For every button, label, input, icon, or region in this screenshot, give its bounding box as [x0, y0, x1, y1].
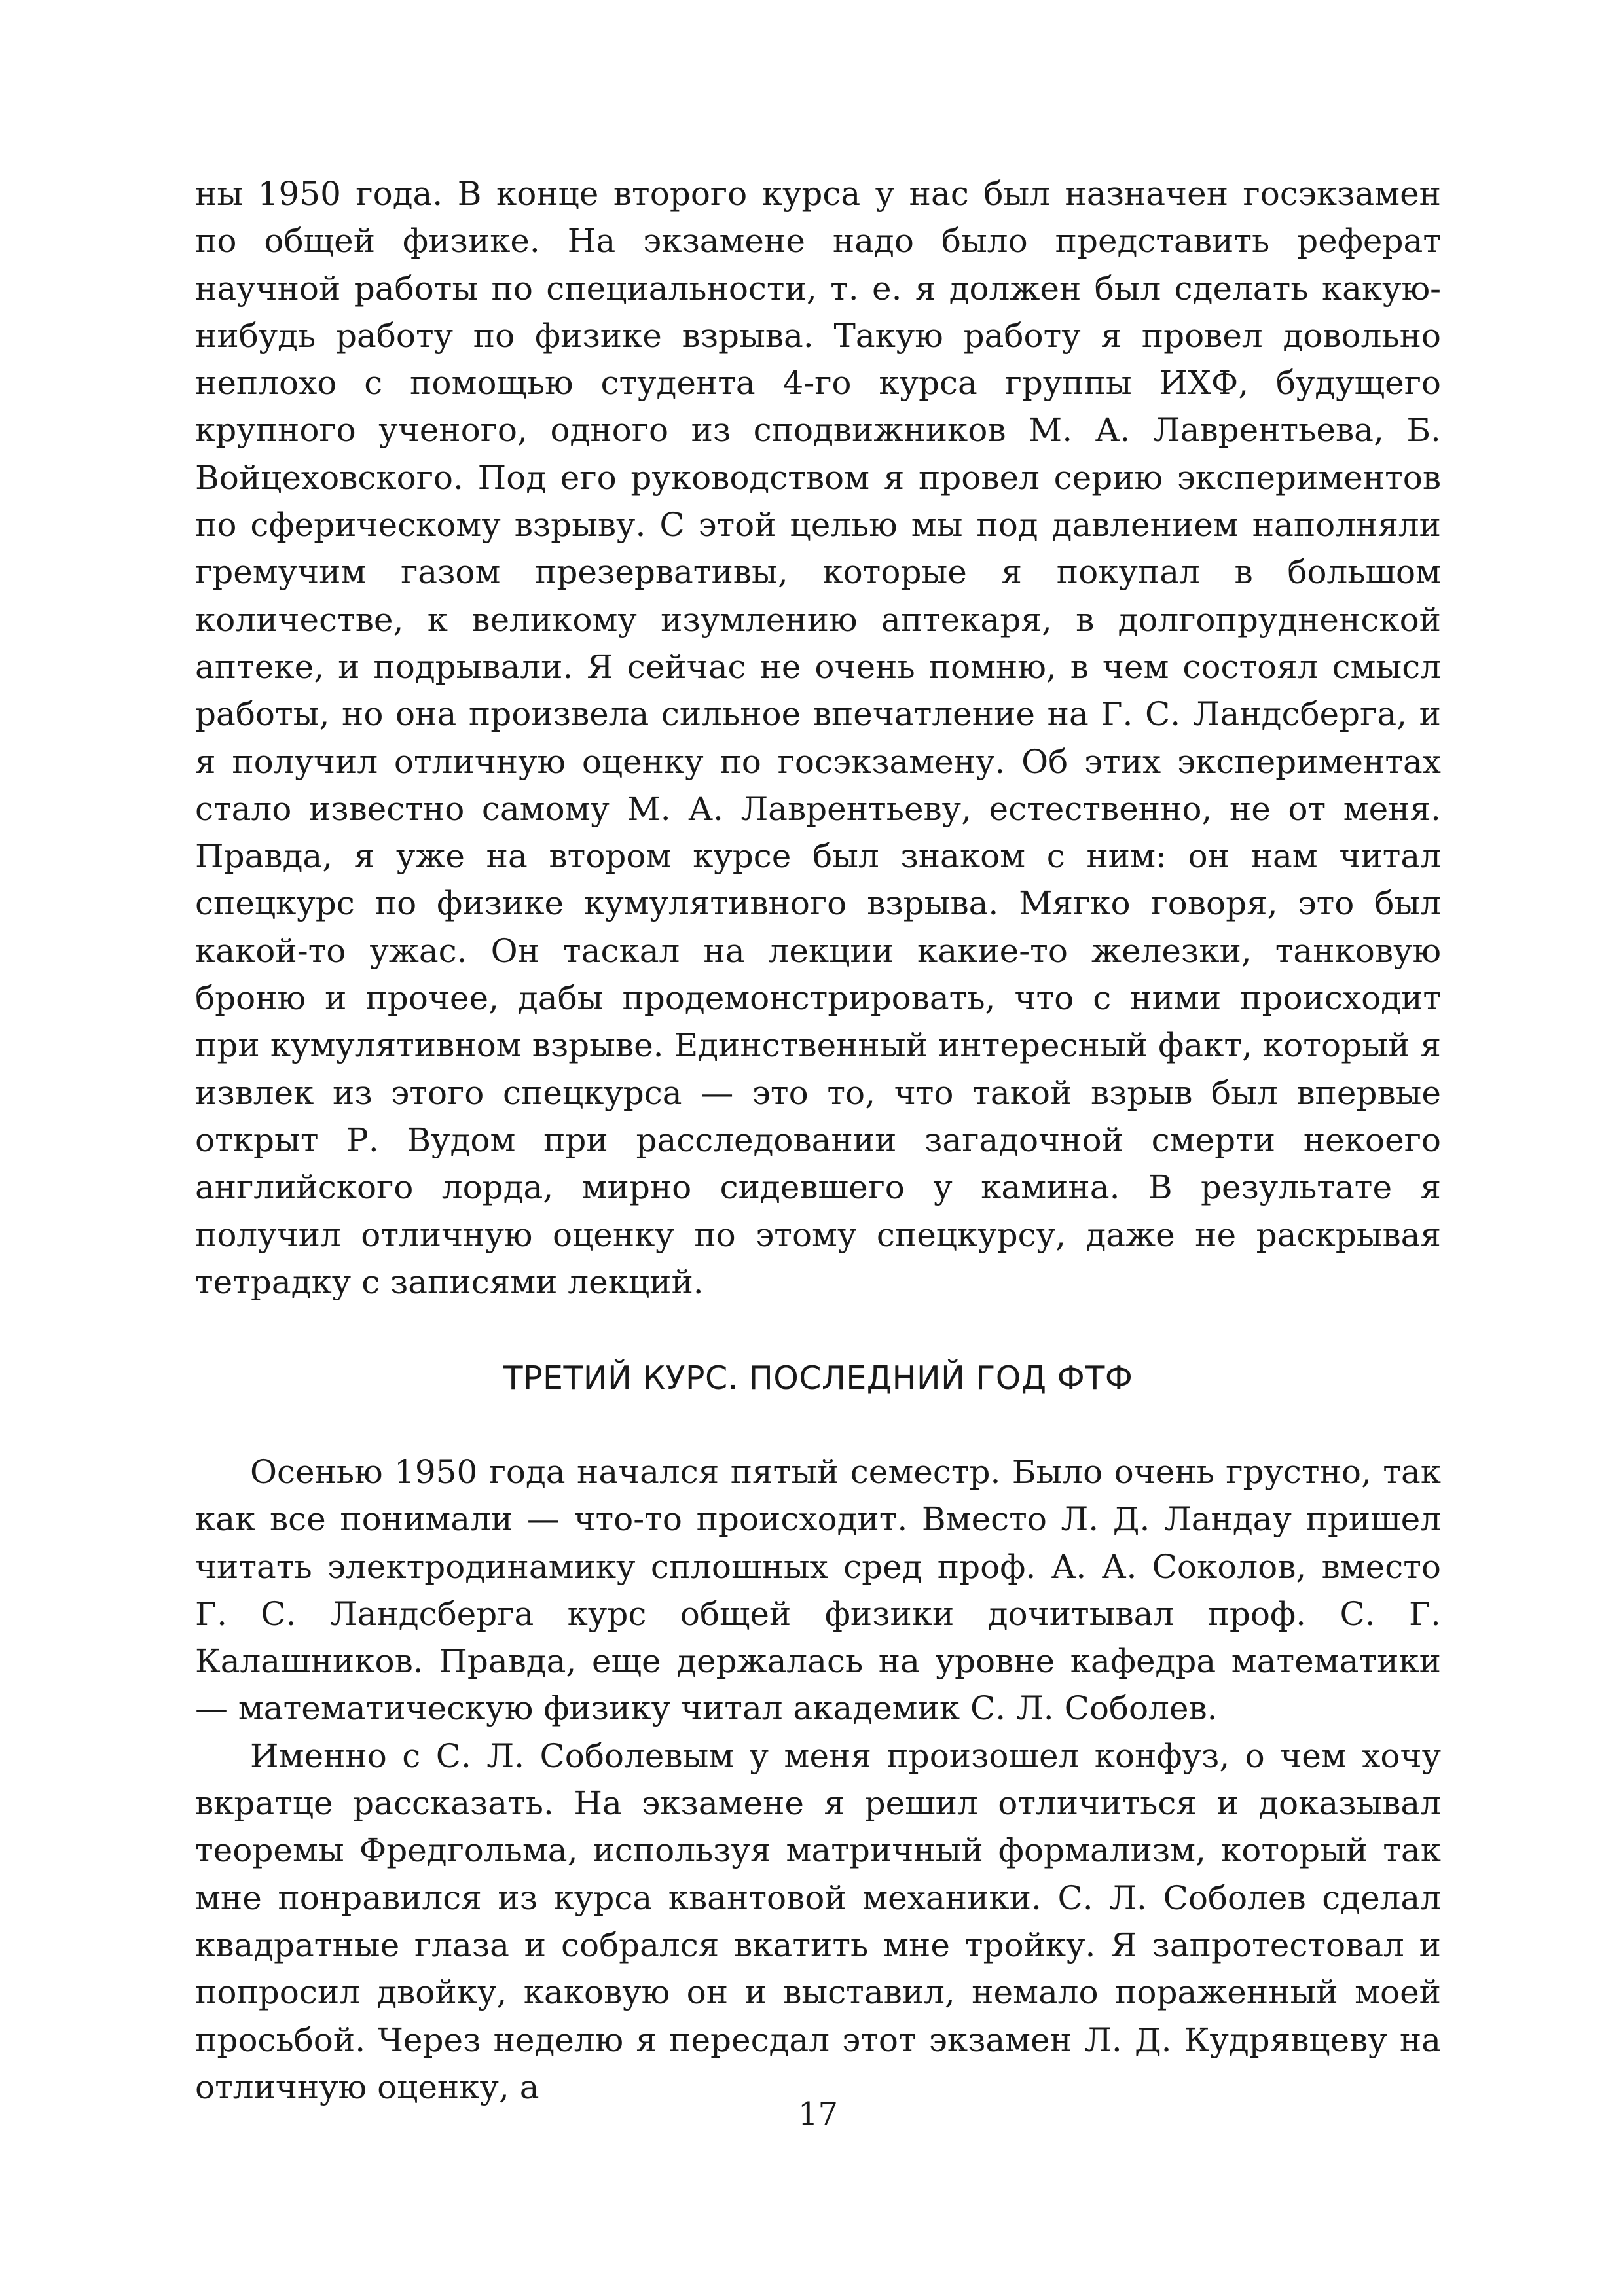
section-heading: ТРЕТИЙ КУРС. ПОСЛЕДНИЙ ГОД ФТФ	[503, 1359, 1133, 1397]
paragraph: ны 1950 года. В конце второго курса у нас был назначен госэкзамен по общей физике. На экзамене надо было представить реферат научной работы по специальности, т. е. я должен был сделать какую-нибудь работу по физике взрыва. Такую работу я провел довольно неплохо с помощью студента 4-го курса группы ИХФ, будущего крупного ученого, одного из сподвижников М. А. Лаврентьева, Б. Войцеховского. Под его руководством я провел серию экспериментов по сферическому взрыву. С этой целью мы под давлением наполняли гремучим газом презервативы, которые я покупал в большом количестве, к великому изумлению аптекаря, в долгопрудненской аптеке, и подрывали. Я сейчас не очень помню, в чем состоял смысл работы, но она произвела сильное впечатление на Г. С. Ландсберга, и я получил отличную оценку по госэкзамену. Об этих экспериментах стало известно самому М. А. Лаврентьеву, естественно, не от меня. Правда, я уже на втором курсе был знаком с ним: он нам читал спецкурс по физике кумулятивного взрыва. Мягко говоря, это был какой-то ужас. Он таскал на лекции какие-то железки, танковую броню и прочее, дабы продемонстрировать, что с ними происходит при кумулятивном взрыве. Единственный интересный факт, который я извлек из этого спецкурса — это то, что такой взрыв был впервые открыт Р. Вудом при расследовании загадочной смерти некоего английского лорда, мирно сидевшего у камина. В результате я получил отличную оценку по этому спецкурсу, даже не раскрывая тетрадку с записями лекций.	[195, 175, 1441, 1301]
intro-text	[195, 170, 1441, 1306]
section-text	[195, 1448, 1441, 2111]
page-number: 17	[797, 2096, 839, 2132]
paragraph: Именно с С. Л. Соболевым у меня произошел конфуз, о чем хочу вкратце рассказать. На экзамене я решил отличиться и доказывал теоремы Фредгольма, используя матричный формализм, который так мне понравился из курса квантовой механики. С. Л. Соболев сделал квадратные глаза и собрался вкатить мне тройку. Я запротестовал и попросил двойку, каковую он и выставил, немало пораженный моей просьбой. Через неделю я пересдал этот экзамен Л. Д. Кудрявцеву на отличную оценку, а	[195, 1736, 1441, 2106]
paragraph: Осенью 1950 года начался пятый семестр. Было очень грустно, так как все понимали — что-то происходит. Вместо Л. Д. Ландау пришел читать электродинамику сплошных сред проф. А. А. Соколов, вместо Г. С. Ландсберга курс общей физики дочитывал проф. С. Г. Калашников. Правда, еще держалась на уровне кафедра математики — математическую физику читал академик С. Л. Соболев.	[195, 1453, 1441, 1728]
